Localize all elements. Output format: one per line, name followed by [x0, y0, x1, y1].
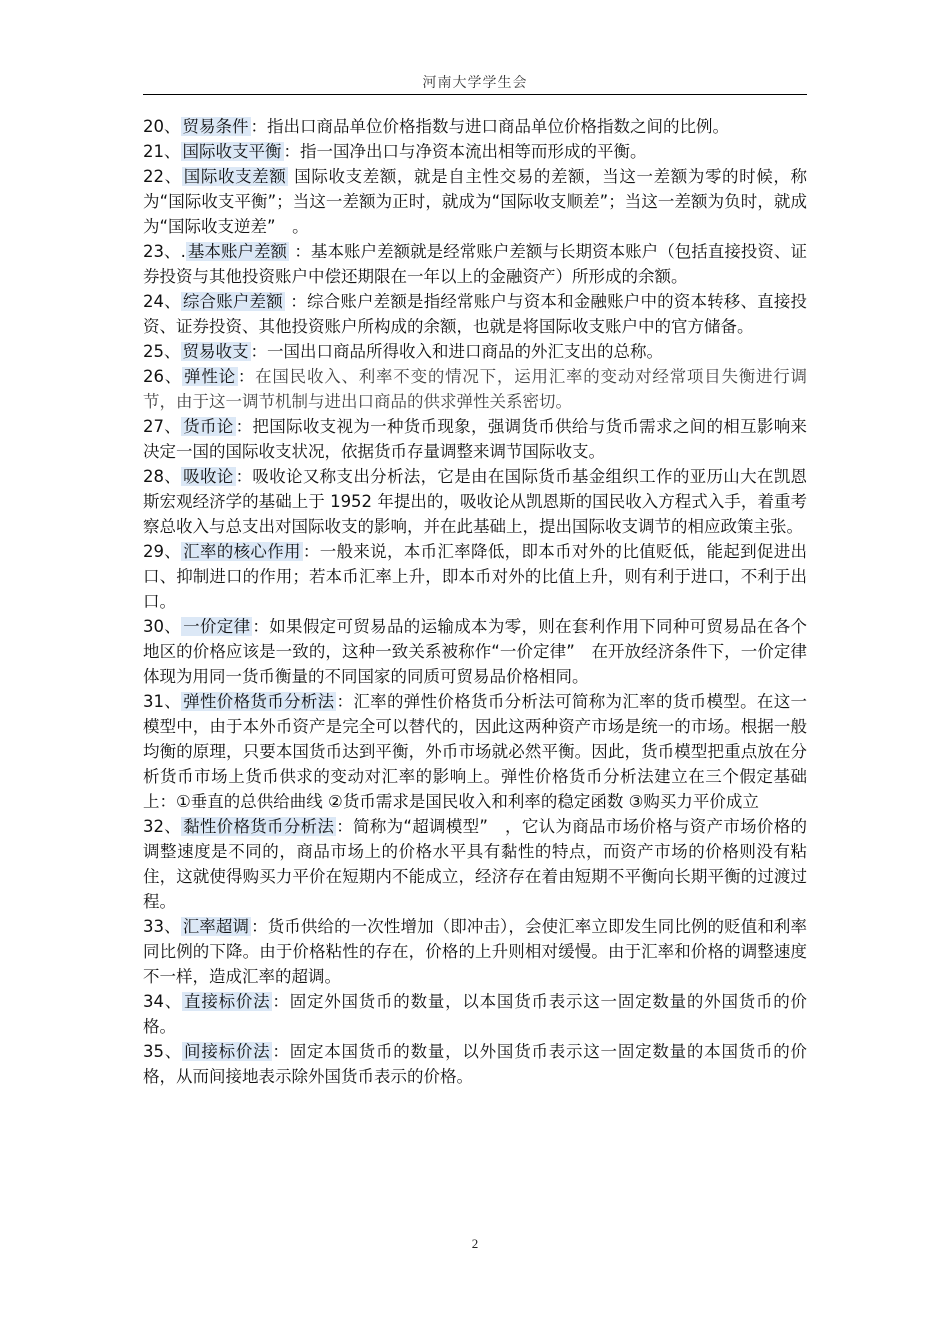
entry-definition: 汇率的弹性价格货币分析法可简称为汇率的货币模型。在这一模型中，由于本外币资产是完全可以替代的，因此这两种资产市场是统一的市场。根据一般均衡的原理，只要本国货币达到平衡，外币市场就必然平衡。因此，货币模型把重点放在分析货币市场上货币供求的变动对汇率的影响上。弹性价格货币分析法建立在三个假定基础上：①垂直的总供给曲线 ②货币需求是国民收入和利率的稳定函数 ③购买力平价成立	[143, 692, 808, 811]
entry-term: 基本账户差额	[187, 242, 288, 261]
entry-number: 20、	[143, 117, 181, 136]
glossary-entry	[143, 539, 807, 614]
glossary-entry	[143, 239, 807, 289]
entry-definition: 在国民收入、利率不变的情况下，运用汇率的变动对经常项目失衡进行调节，由于这一调节机制与进出口商品的供求弹性关系密切。	[143, 367, 808, 411]
entry-definition: 指一国净出口与净资本流出相等而形成的平衡。	[300, 142, 647, 161]
entry-definition: 指出口商品单位价格指数与进口商品单位价格指数之间的比例。	[267, 117, 729, 136]
page-number: 2	[471, 1236, 479, 1251]
glossary-entry	[143, 1039, 807, 1089]
entry-definition: 固定本国货币的数量，以外国货币表示这一固定数量的本国货币的价格，从而间接地表示除外国货币表示的价格。	[143, 1042, 808, 1086]
entry-definition: 简称为“超调模型” ，它认为商品市场价格与资产市场价格的调整速度是不同的，商品市场上的价格水平具有黏性的特点，而资产市场的价格则没有粘住，这就使得购买力平价在短期内不能成立，经济存在着由短期不平衡向长期平衡的过渡过程。	[143, 817, 808, 911]
entry-definition: 一国出口商品所得收入和进口商品的外汇支出的总称。	[267, 342, 663, 361]
entry-definition: 一般来说，本币汇率降低，即本币对外的比值贬低，能起到促进出口、抑制进口的作用；若本币汇率上升，即本币对外的比值上升，则有利于进口，不利于出口。	[143, 542, 808, 611]
entry-term: 直接标价法	[184, 992, 271, 1011]
glossary-entry	[143, 289, 807, 339]
entry-number: 21、	[143, 142, 181, 161]
entry-term: 贸易收支	[182, 342, 249, 361]
entry-definition: 如果假定可贸易品的运输成本为零，则在套利作用下同种可贸易品在各个地区的价格应该是一致的，这种一致关系被称作“一价定律” 在开放经济条件下，一价定律体现为用同一货币衡量的不同国家的同质可贸易品价格相同。	[143, 617, 808, 686]
entry-separator: ：	[284, 292, 307, 311]
entry-separator: ：	[235, 417, 253, 436]
entry-number: 31、	[143, 692, 182, 711]
entry-definition: 货币供给的一次性增加（即冲击），会使汇率立即发生同比例的贬值和利率同比例的下降。由于价格粘性的存在，价格的上升则相对缓慢。由于汇率和价格的调整速度不一样，造成汇率的超调。	[143, 917, 808, 986]
entry-definition: 综合账户差额是指经常账户与资本和金融账户中的资本转移、直接投资、证券投资、其他投资账户所构成的余额，也就是将国际收支账户中的官方储备。	[143, 292, 808, 336]
glossary-entry	[143, 689, 807, 814]
glossary-entry	[143, 364, 807, 414]
glossary-entry	[143, 114, 807, 139]
entry-number: 34、	[143, 992, 183, 1011]
glossary-entry	[143, 339, 807, 364]
glossary-entry	[143, 414, 807, 464]
entry-number: 24、	[143, 292, 181, 311]
entry-term: 吸收论	[183, 467, 234, 486]
entry-term: 货币论	[183, 417, 234, 436]
page-header: 河南大学学生会	[422, 75, 528, 91]
entry-separator: ：	[237, 367, 256, 386]
entry-term: 弹性价格货币分析法	[183, 692, 335, 711]
entry-separator: ：	[235, 467, 253, 486]
entry-definition: 固定外国货币的数量，以本国货币表示这一固定数量的外国货币的价格。	[143, 992, 808, 1036]
entry-separator: ：	[251, 917, 268, 936]
entry-term: 国际收支差额	[183, 167, 287, 186]
glossary-body	[143, 114, 807, 1089]
glossary-entry	[143, 814, 807, 914]
entry-separator: ：	[336, 817, 354, 836]
entry-term: 综合账户差额	[182, 292, 283, 311]
entry-separator: ：	[272, 992, 290, 1011]
entry-separator: ：	[250, 342, 267, 361]
glossary-entry	[143, 614, 807, 689]
entry-number: 23、.	[143, 242, 186, 261]
entry-term: 间接标价法	[184, 1042, 271, 1061]
entry-number: 25、	[143, 342, 181, 361]
entry-separator: ：	[289, 242, 311, 261]
entry-number: 29、	[143, 542, 182, 561]
entry-number: 30、	[143, 617, 182, 636]
entry-definition: 把国际收支视为一种货币现象，强调货币供给与货币需求之间的相互影响来决定一国的国际收支状况，依据货币存量调整来调节国际收支。	[143, 417, 808, 461]
glossary-entry	[143, 989, 807, 1039]
glossary-entry	[143, 464, 807, 539]
entry-term: 汇率的核心作用	[183, 542, 301, 561]
entry-definition: 基本账户差额就是经常账户差额与长期资本账户（包括直接投资、证券投资与其他投资账户中偿还期限在一年以上的金融资产）所形成的余额。	[143, 242, 808, 286]
entry-separator: ：	[336, 692, 354, 711]
entry-number: 27、	[143, 417, 182, 436]
entry-number: 35、	[143, 1042, 183, 1061]
entry-number: 26、	[143, 367, 183, 386]
entry-term: 弹性论	[184, 367, 236, 386]
entry-separator: ：	[302, 542, 320, 561]
entry-number: 33、	[143, 917, 181, 936]
entry-term: 国际收支平衡	[182, 142, 282, 161]
entry-term: 一价定律	[183, 617, 251, 636]
header-divider	[143, 94, 807, 95]
entry-separator: ：	[250, 117, 267, 136]
entry-term: 黏性价格货币分析法	[183, 817, 335, 836]
glossary-entry	[143, 139, 807, 164]
entry-definition: 国际收支差额，就是自主性交易的差额，当这一差额为零的时候，称为“国际收支平衡”；当这一差额为正时，就成为“国际收支顺差”；当这一差额为负时，就成为“国际收支逆差” 。	[143, 167, 808, 236]
entry-number: 28、	[143, 467, 182, 486]
entry-term: 贸易条件	[182, 117, 249, 136]
entry-term: 汇率超调	[182, 917, 250, 936]
entry-number: 32、	[143, 817, 182, 836]
entry-separator: ：	[272, 1042, 290, 1061]
entry-separator: ：	[283, 142, 300, 161]
entry-separator: ：	[252, 617, 270, 636]
entry-number: 22、	[143, 167, 182, 186]
glossary-entry	[143, 164, 807, 239]
entry-definition: 吸收论又称支出分析法，它是由在国际货币基金组织工作的亚历山大在凯恩斯宏观经济学的基础上于 1952 年提出的，吸收论从凯恩斯的国民收入方程式入手，着重考察总收入与总支出对国际收支的影响，并在此基础上，提出国际收支调节的相应政策主张。	[143, 467, 808, 536]
glossary-entry	[143, 914, 807, 989]
